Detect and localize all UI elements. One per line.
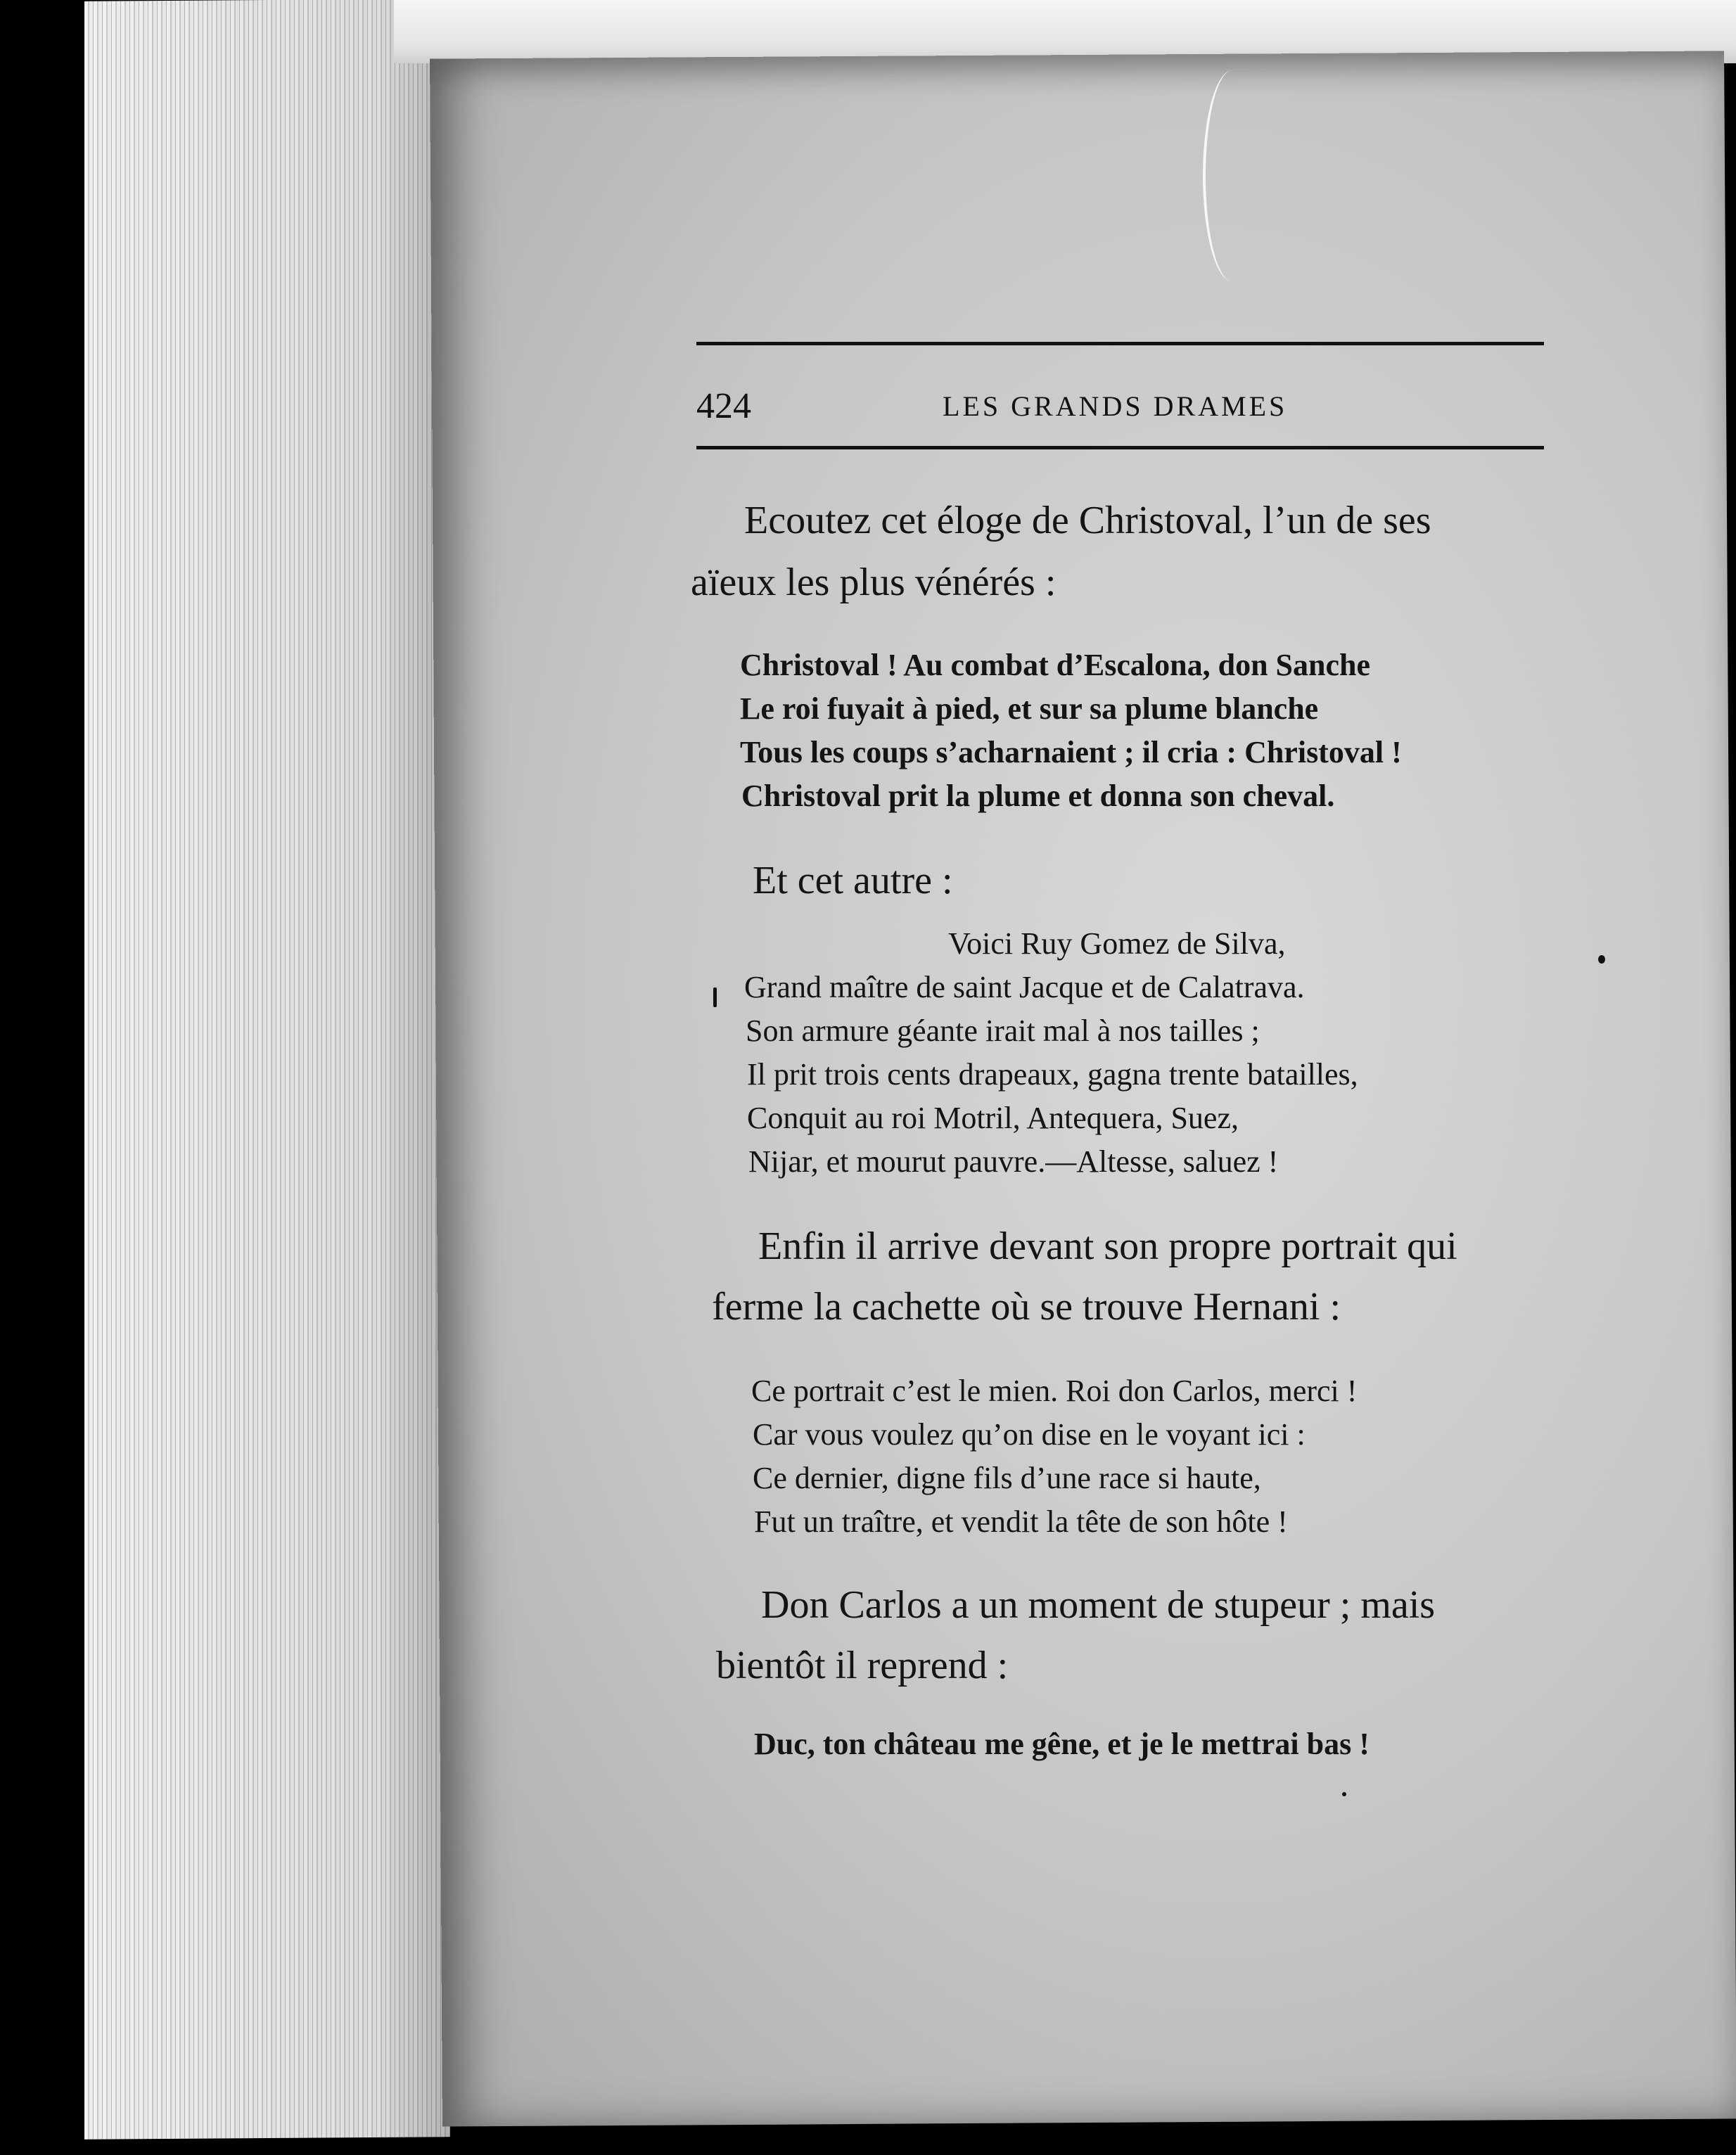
- verse-2-line-1: Voici Ruy Gomez de Silva,: [948, 926, 1286, 961]
- ink-speck: [1342, 1792, 1346, 1796]
- verse-1-line-4: Christoval prit la plume et donna son cheval.: [741, 779, 1335, 813]
- verse-2-line-5: Conquit au roi Motril, Antequera, Suez,: [747, 1101, 1239, 1135]
- verse-2-line-4: Il prit trois cents drapeaux, gagna trente batailles,: [747, 1057, 1358, 1092]
- scan-scratch: [1203, 70, 1262, 281]
- paragraph-4-line-2: bientôt il reprend :: [716, 1644, 1009, 1687]
- verse-2-line-3: Son armure géante irait mal à nos tailles ;: [746, 1013, 1260, 1048]
- verse-1-line-3: Tous les coups s’acharnaient ; il cria : Christoval !: [740, 735, 1402, 769]
- verse-2-line-6: Nijar, et mourut pauvre.—Altesse, saluez !: [748, 1144, 1279, 1179]
- header-rule-top: [696, 342, 1544, 345]
- verse-3-line-4: Fut un traître, et vendit la tête de son hôte !: [754, 1504, 1288, 1539]
- running-title: LES GRANDS DRAMES: [943, 390, 1288, 422]
- paragraph-3-line-2: ferme la cachette où se trouve Hernani :: [712, 1285, 1341, 1329]
- paragraph-4-line-1: Don Carlos a un moment de stupeur ; mais: [761, 1583, 1436, 1627]
- page-number: 424: [696, 386, 751, 426]
- verse-1-line-2: Le roi fuyait à pied, et sur sa plume blanche: [740, 691, 1319, 726]
- paragraph-2: Et cet autre :: [753, 859, 953, 902]
- verse-3-line-2: Car vous voulez qu’on dise en le voyant ici :: [753, 1417, 1306, 1452]
- verse-1-line-1: Christoval ! Au combat d’Escalona, don Sanche: [740, 648, 1371, 682]
- ink-mark: [713, 987, 717, 1007]
- verse-3-line-3: Ce dernier, digne fils d’une race si haute,: [753, 1461, 1261, 1495]
- verse-2-line-2: Grand maître de saint Jacque et de Calatrava.: [744, 970, 1305, 1004]
- paragraph-1-line-1: Ecoutez cet éloge de Christoval, l’un de ses: [744, 499, 1431, 542]
- running-head: [696, 385, 1544, 435]
- paragraph-3-line-1: Enfin il arrive devant son propre portrait qui: [758, 1224, 1457, 1268]
- paragraph-1-line-2: aïeux les plus vénérés :: [691, 561, 1057, 604]
- verse-4-line-1: Duc, ton château me gêne, et je le mettrai bas !: [754, 1727, 1370, 1761]
- header-rule-bottom: [696, 446, 1544, 449]
- verse-3-line-1: Ce portrait c’est le mien. Roi don Carlos, merci !: [751, 1374, 1358, 1408]
- book-page-edges: [84, 0, 450, 2140]
- ink-speck: [1598, 955, 1605, 964]
